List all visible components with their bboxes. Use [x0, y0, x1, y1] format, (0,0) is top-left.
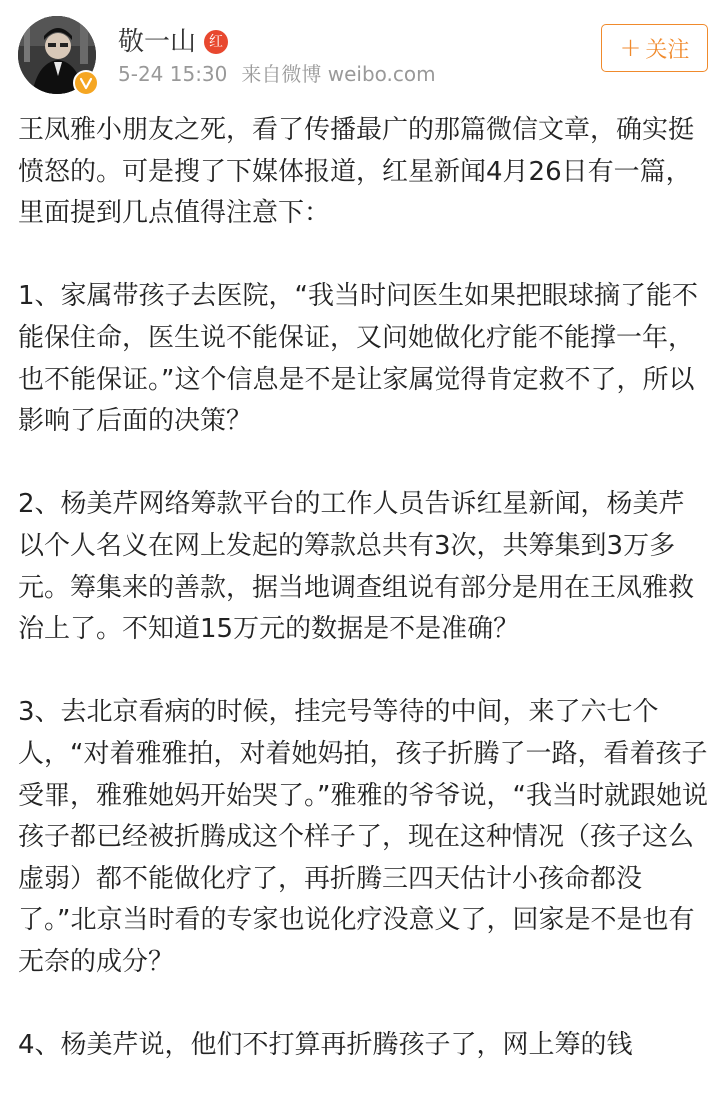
plus-icon: + — [619, 33, 642, 63]
post-paragraph: 2、杨美芹网络筹款平台的工作人员告诉红星新闻，杨美芹以个人名义在网上发起的筹款总共有3次，共筹集到3万多元。筹集来的善款，据当地调查组说有部分是用在王凤雅救治上了。不知道15万元的数据是不是准确？ — [18, 489, 695, 645]
author-name[interactable]: 敬一山 — [118, 27, 197, 57]
author-avatar[interactable] — [18, 16, 96, 94]
verified-badge-icon — [73, 70, 99, 96]
follow-button[interactable] — [601, 24, 708, 72]
post-source[interactable]: 来自微博 weibo.com — [241, 62, 436, 86]
post-paragraph: 1、家属带孩子去医院，“我当时问医生如果把眼球摘了能不能保住命，医生说不能保证，又问她做化疗能不能撑一年，也不能保证。”这个信息是不是让家属觉得肯定救不了，所以影响了后面的决策？ — [18, 281, 699, 437]
username-row — [118, 24, 228, 60]
follow-button-label: 关注 — [645, 37, 690, 63]
post-header — [0, 0, 724, 110]
level-badge-icon: 红 — [204, 30, 228, 54]
post-paragraph: 3、去北京看病的时候，挂完号等待的中间，来了六七个人，“对着雅雅拍，对着她妈拍，孩子折腾了一路，看着孩子受罪，雅雅她妈开始哭了。”雅雅的爷爷说，“我当时就跟她说孩子都已经被折腾成这个样子了，现在这种情况（孩子这么虚弱）都不能做化疗了，再折腾三四天估计小孩命都没了。”北京当时看的专家也说化疗没意义了，回家是不是也有无奈的成分？ — [18, 697, 708, 977]
post-meta — [118, 60, 450, 88]
post-content — [18, 110, 710, 1067]
post-paragraph: 4、杨美芹说，他们不打算再折腾孩子了，网上筹的钱 — [18, 1030, 633, 1061]
post-paragraph: 王凤雅小朋友之死，看了传播最广的那篇微信文章，确实挺愤怒的。可是搜了下媒体报道，红星新闻4月26日有一篇，里面提到几点值得注意下： — [18, 115, 695, 229]
post-timestamp: 5-24 15:30 — [118, 62, 228, 86]
